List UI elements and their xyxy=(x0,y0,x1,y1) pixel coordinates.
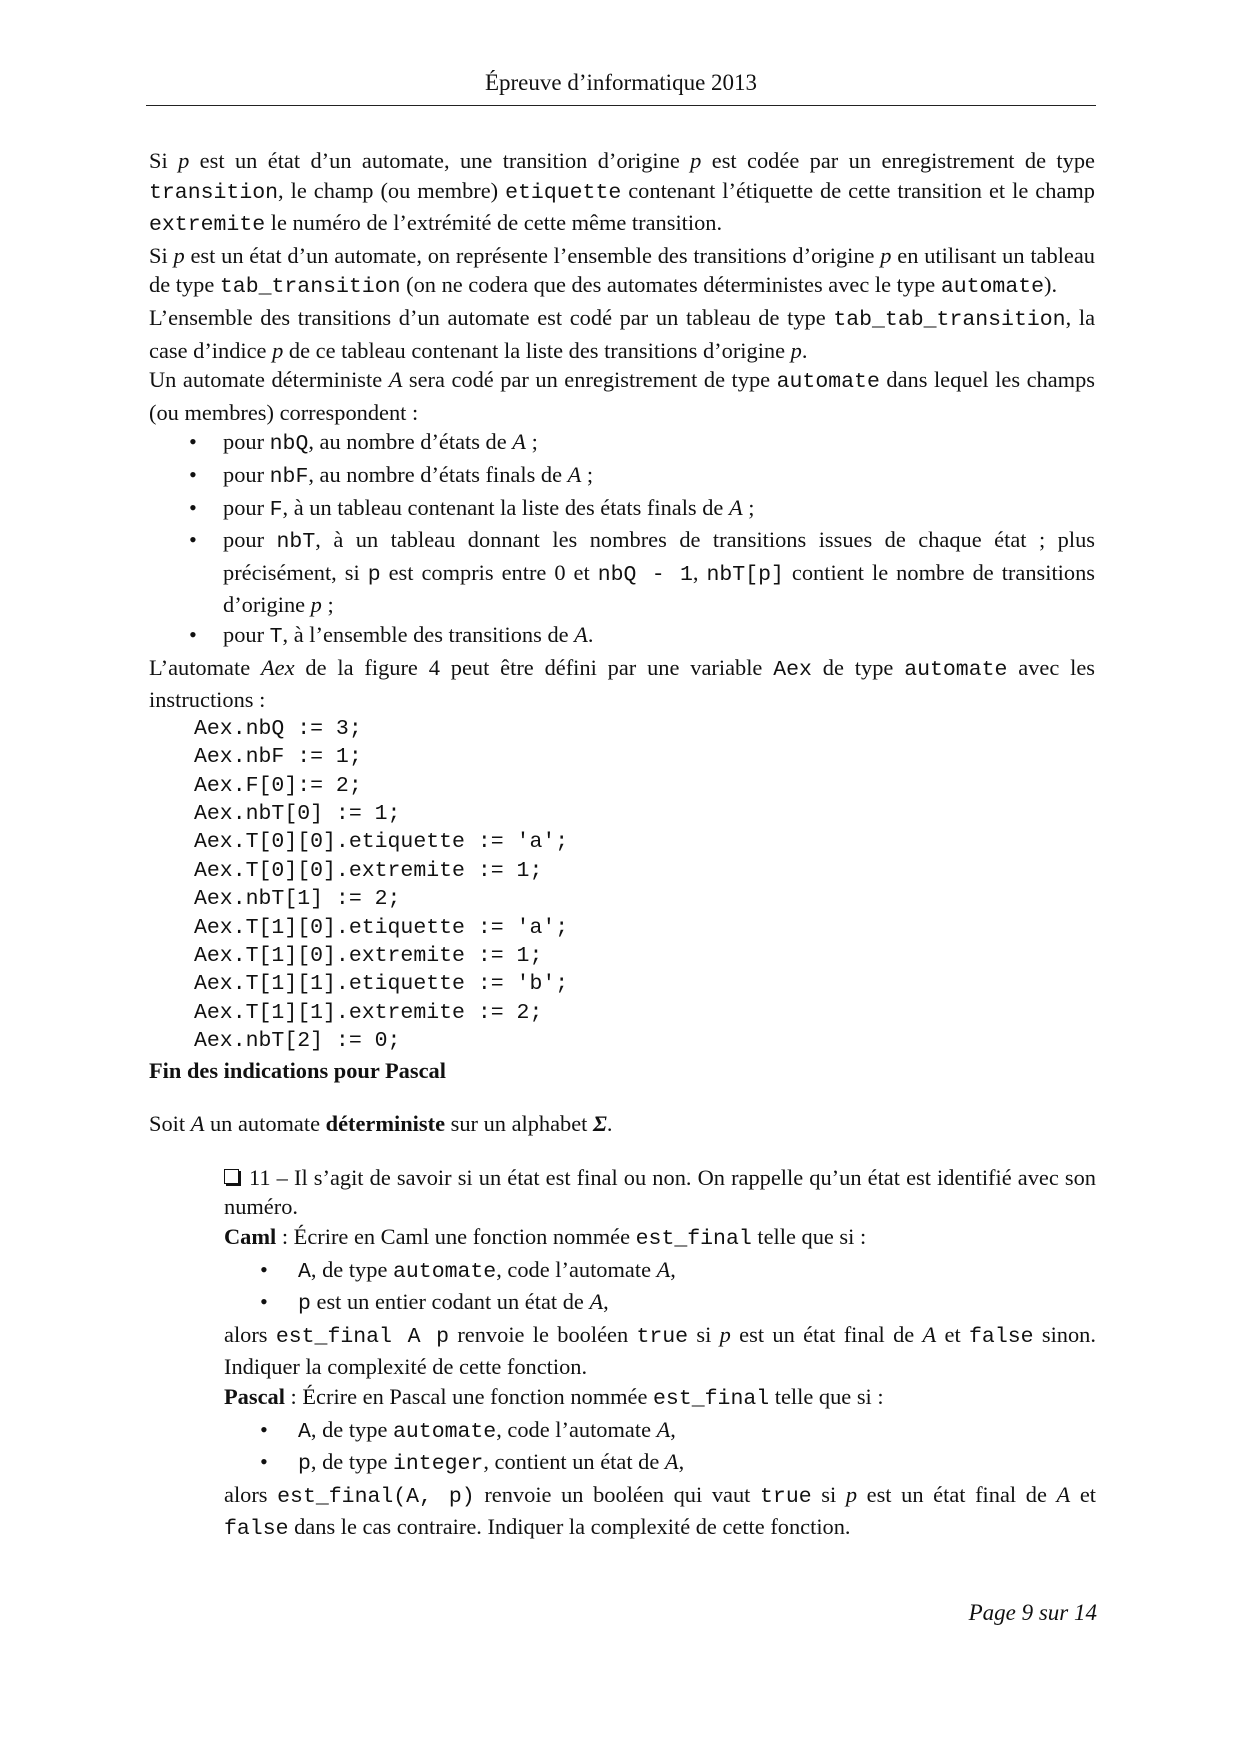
paragraph-soit: Soit A un automate déterministe sur un alphabet Σ. xyxy=(149,1111,613,1137)
page-header: Épreuve d’informatique 2013 xyxy=(484,70,758,95)
code-line: Aex.nbT[1] := 2; xyxy=(194,887,401,912)
question-intro: 11 – Il s’agit de savoir si un état est final ou non. On rappelle qu’un état est identifié avec son numéro. xyxy=(224,1164,1096,1220)
list-item: • p est un entier codant un état de A, xyxy=(224,1287,1096,1320)
page-number: Page 9 sur 14 xyxy=(968,1600,1097,1625)
header-rule xyxy=(146,105,1096,106)
code-line: Aex.T[0][0].extremite := 1; xyxy=(194,858,543,883)
field-list xyxy=(149,427,1095,652)
caml-return: alors est_final A p renvoie le booléen true si p est un état final de A et false sinon. Indiquer la complexité de cette fonction. xyxy=(224,1321,1096,1380)
code-line: Aex.nbT[2] := 0; xyxy=(194,1029,401,1054)
question-11 xyxy=(224,1163,1096,1545)
code-line: Aex.T[1][1].extremite := 2; xyxy=(194,1000,543,1025)
caml-instruction: Caml : Écrire en Caml une fonction nommée est_final telle que si : xyxy=(224,1223,867,1251)
pascal-return: alors est_final(A, p) renvoie un booléen qui vaut true si p est un état final de A et false dans le cas contraire. Indiquer la complexité de cette fonction. xyxy=(224,1481,1096,1542)
list-item: • A, de type automate, code l’automate A, xyxy=(224,1415,1096,1448)
paragraph-tab-tab-transition: L’ensemble des transitions d’un automate est codé par un tableau de type tab_tab_transition, la case d’indice p de ce tableau contenant la liste des transitions d’origine p. xyxy=(149,304,1096,363)
pascal-instruction: Pascal : Écrire en Pascal une fonction nommée est_final telle que si : xyxy=(224,1383,884,1411)
code-line: Aex.nbQ := 3; xyxy=(194,716,362,741)
list-item: • pour nbT, à un tableau donnant les nombres de transitions issues de chaque état ; plus précisément, si p est compris entre 0 et nbQ - 1, nbT[p] contient le nombre de transitions d’origine p ; xyxy=(149,525,1095,620)
paragraph-transition: Si p est un état d’un automate, une transition d’origine p est codée par un enregistrement de type transition, le champ (ou membre) etiquette contenant l’étiquette de cette transition et le champ extremite le numéro de l’extrémité de cette même transition. xyxy=(149,148,1095,238)
list-item: • pour T, à l’ensemble des transitions de A. xyxy=(149,620,1095,653)
code-line: Aex.T[1][1].etiquette := 'b'; xyxy=(194,972,569,997)
list-item: • p, de type integer, contient un état de A, xyxy=(224,1447,1096,1480)
code-line: Aex.nbF := 1; xyxy=(194,745,362,770)
list-item: • pour nbF, au nombre d’états finals de A ; xyxy=(149,460,1095,493)
pascal-params xyxy=(224,1415,1096,1480)
list-item: • pour F, à un tableau contenant la liste des états finals de A ; xyxy=(149,493,1095,526)
code-line: Aex.T[1][0].etiquette := 'a'; xyxy=(194,915,569,940)
code-line: Aex.F[0]:= 2; xyxy=(194,773,362,798)
paragraph-aex: L’automate Aex de la figure 4 peut être défini par une variable Aex de type automate avec les instructions : xyxy=(149,654,1096,713)
list-item: • A, de type automate, code l’automate A, xyxy=(224,1255,1096,1288)
end-pascal-heading: Fin des indications pour Pascal xyxy=(149,1057,446,1083)
code-line: Aex.nbT[0] := 1; xyxy=(194,801,401,826)
list-item: • pour nbQ, au nombre d’états de A ; xyxy=(149,427,1095,460)
pascal-code-block xyxy=(194,715,1095,1056)
code-line: Aex.T[1][0].extremite := 1; xyxy=(194,943,543,968)
code-line: Aex.T[0][0].etiquette := 'a'; xyxy=(194,830,569,855)
checkbox-icon xyxy=(224,1169,239,1184)
paragraph-automate: Un automate déterministe A sera codé par un enregistrement de type automate dans lequel les champs (ou membres) correspondent : xyxy=(149,367,1095,425)
caml-params xyxy=(224,1255,1096,1320)
paragraph-tab-transition: Si p est un état d’un automate, on représente l’ensemble des transitions d’origine p en utilisant un tableau de type tab_transition (on ne codera que des automates déterministes avec le type automate). xyxy=(149,242,1095,300)
page-body xyxy=(149,146,1095,1545)
